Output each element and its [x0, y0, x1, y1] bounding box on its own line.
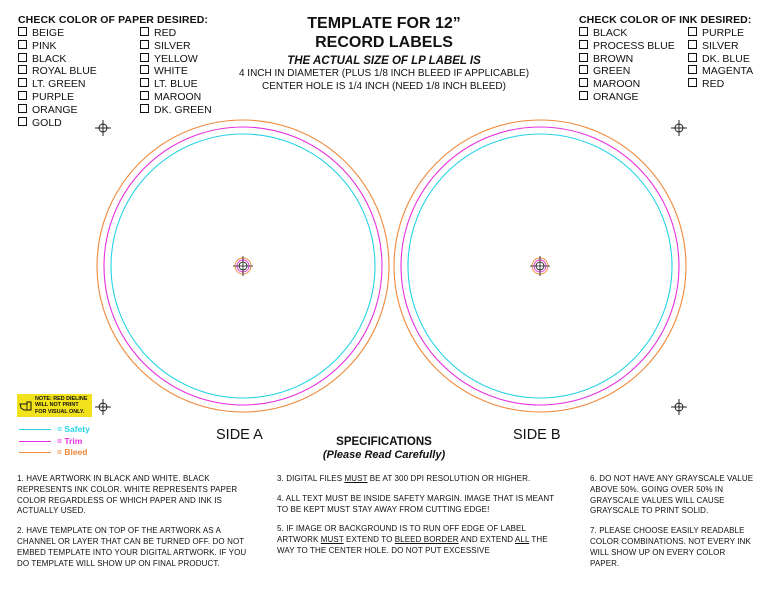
spec-item-7: 7. PLEASE CHOOSE EASILY READABLE COLOR COMBINATIONS. NOT EVERY INK WILL SHOW UP ON EVERY COLOR PAPER. — [590, 526, 751, 568]
bleed-swatch — [19, 452, 51, 453]
checkbox-item[interactable]: PURPLE — [18, 91, 97, 104]
dieline-note — [17, 394, 92, 417]
note-line: WILL NOT PRINT — [35, 402, 79, 409]
note-line: NOTE: RED DIELINE — [35, 395, 88, 402]
side-b-label: SIDE B — [513, 427, 561, 443]
hand-pointer-icon — [19, 399, 33, 413]
checkbox-item[interactable]: WHITE — [140, 65, 212, 78]
checkbox-item[interactable]: LT. BLUE — [140, 78, 212, 91]
paper-color-header: CHECK COLOR OF PAPER DESIRED: — [18, 14, 208, 26]
checkbox-item[interactable]: ROYAL BLUE — [18, 65, 97, 78]
spec-item-6: 6. DO NOT HAVE ANY GRAYSCALE VALUE ABOVE 50%. GOING OVER 50% IN GRAYSCALE VALUES WILL CAUSE GRAYSCALE TO PRINT SOLID. — [590, 474, 754, 516]
trim-swatch — [19, 441, 51, 442]
checkbox-item[interactable]: MAROON — [579, 78, 675, 91]
spec-item-3: 3. DIGITAL FILES MUST BE AT 300 DPI RESOLUTION OR HIGHER. — [277, 474, 531, 483]
specifications-heading — [284, 436, 484, 462]
legend-safety: = Safety — [19, 424, 90, 436]
center-hole-side-b — [530, 256, 550, 276]
registration-mark-icon — [95, 399, 111, 415]
specifications-title: SPECIFICATIONS — [336, 436, 432, 448]
size-info: 4 INCH IN DIAMETER (PLUS 1/8 INCH BLEED IF APPLICABLE) — [238, 68, 530, 79]
spec-item-4: 4. ALL TEXT MUST BE INSIDE SAFETY MARGIN. IMAGE THAT IS MEANT TO BE KEPT MUST STAY AWAY FROM CUTTING EDGE! — [277, 493, 555, 514]
registration-mark-icon — [671, 120, 687, 136]
checkbox-item[interactable]: PROCESS BLUE — [579, 40, 675, 53]
specs-column-1 — [17, 474, 247, 578]
checkbox-item[interactable]: BROWN — [579, 53, 675, 66]
checkbox-item[interactable]: DK. GREEN — [140, 104, 212, 117]
registration-mark-icon — [671, 399, 687, 415]
checkbox-item[interactable]: PURPLE — [688, 27, 753, 40]
hole-info: CENTER HOLE IS 1/4 INCH (NEED 1/8 INCH BLEED) — [262, 80, 506, 92]
checkbox-item[interactable]: BEIGE — [18, 27, 97, 40]
checkbox-item[interactable]: ORANGE — [18, 104, 97, 117]
page-title-line-1: TEMPLATE FOR 12” — [307, 15, 461, 32]
legend-trim: = Trim — [19, 436, 90, 448]
checkbox-item[interactable]: PINK — [18, 40, 97, 53]
checkbox-item[interactable]: SILVER — [140, 40, 212, 53]
checkbox-item[interactable]: LT. GREEN — [18, 78, 97, 91]
checkbox-item[interactable]: GOLD — [18, 117, 97, 130]
note-line: FOR VISUAL ONLY. — [35, 408, 85, 415]
center-hole-side-a — [233, 256, 253, 276]
page-title-line-2: RECORD LABELS — [315, 34, 453, 51]
checkbox-item[interactable]: YELLOW — [140, 53, 212, 66]
spec-item-1: 1. HAVE ARTWORK IN BLACK AND WHITE. BLACK REPRESENTS INK COLOR. WHITE REPRESENTS PAPER COLOR REGARDLESS OF WHICH PAPER AND INK IS ACTUALLY USED. — [17, 474, 238, 516]
checkbox-item[interactable]: ORANGE — [579, 91, 675, 104]
checkbox-item[interactable]: RED — [688, 78, 753, 91]
ink-color-header: CHECK COLOR OF INK DESIRED: — [579, 14, 752, 26]
specs-column-3 — [590, 474, 755, 578]
side-a-label: SIDE A — [216, 427, 263, 443]
legend-bleed: = Bleed — [19, 447, 90, 459]
registration-mark-icon — [95, 120, 111, 136]
spec-item-5: 5. IF IMAGE OR BACKGROUND IS TO RUN OFF EDGE OF LABEL ARTWORK MUST EXTEND TO BLEED BORDER AND EXTEND ALL THE WAY TO THE CENTER HOLE. DO NOT PUT EXCESSIVE — [277, 524, 548, 555]
safety-swatch — [19, 429, 51, 430]
color-legend — [19, 424, 90, 459]
checkbox-item[interactable]: GREEN — [579, 65, 675, 78]
checkbox-item[interactable]: SILVER — [688, 40, 753, 53]
checkbox-item[interactable]: RED — [140, 27, 212, 40]
checkbox-item[interactable]: DK. BLUE — [688, 53, 753, 66]
checkbox-item[interactable]: MAGENTA — [688, 65, 753, 78]
checkbox-item[interactable]: MAROON — [140, 91, 212, 104]
page-subtitle: THE ACTUAL SIZE OF LP LABEL IS — [287, 55, 481, 67]
checkbox-item[interactable]: BLACK — [18, 53, 97, 66]
checkbox-item[interactable]: BLACK — [579, 27, 675, 40]
spec-item-2: 2. HAVE TEMPLATE ON TOP OF THE ARTWORK AS A CHANNEL OR LAYER THAT CAN BE TURNED OFF. DO NOT EMBED TEMPLATE INTO YOUR DIGITAL ARTWORK. IF YOU DO TEMPLATE WILL SHOW UP ON FINAL PRODUCT. — [17, 526, 247, 568]
specs-column-2 — [277, 474, 559, 566]
specifications-subtitle: (Please Read Carefully) — [322, 449, 446, 461]
